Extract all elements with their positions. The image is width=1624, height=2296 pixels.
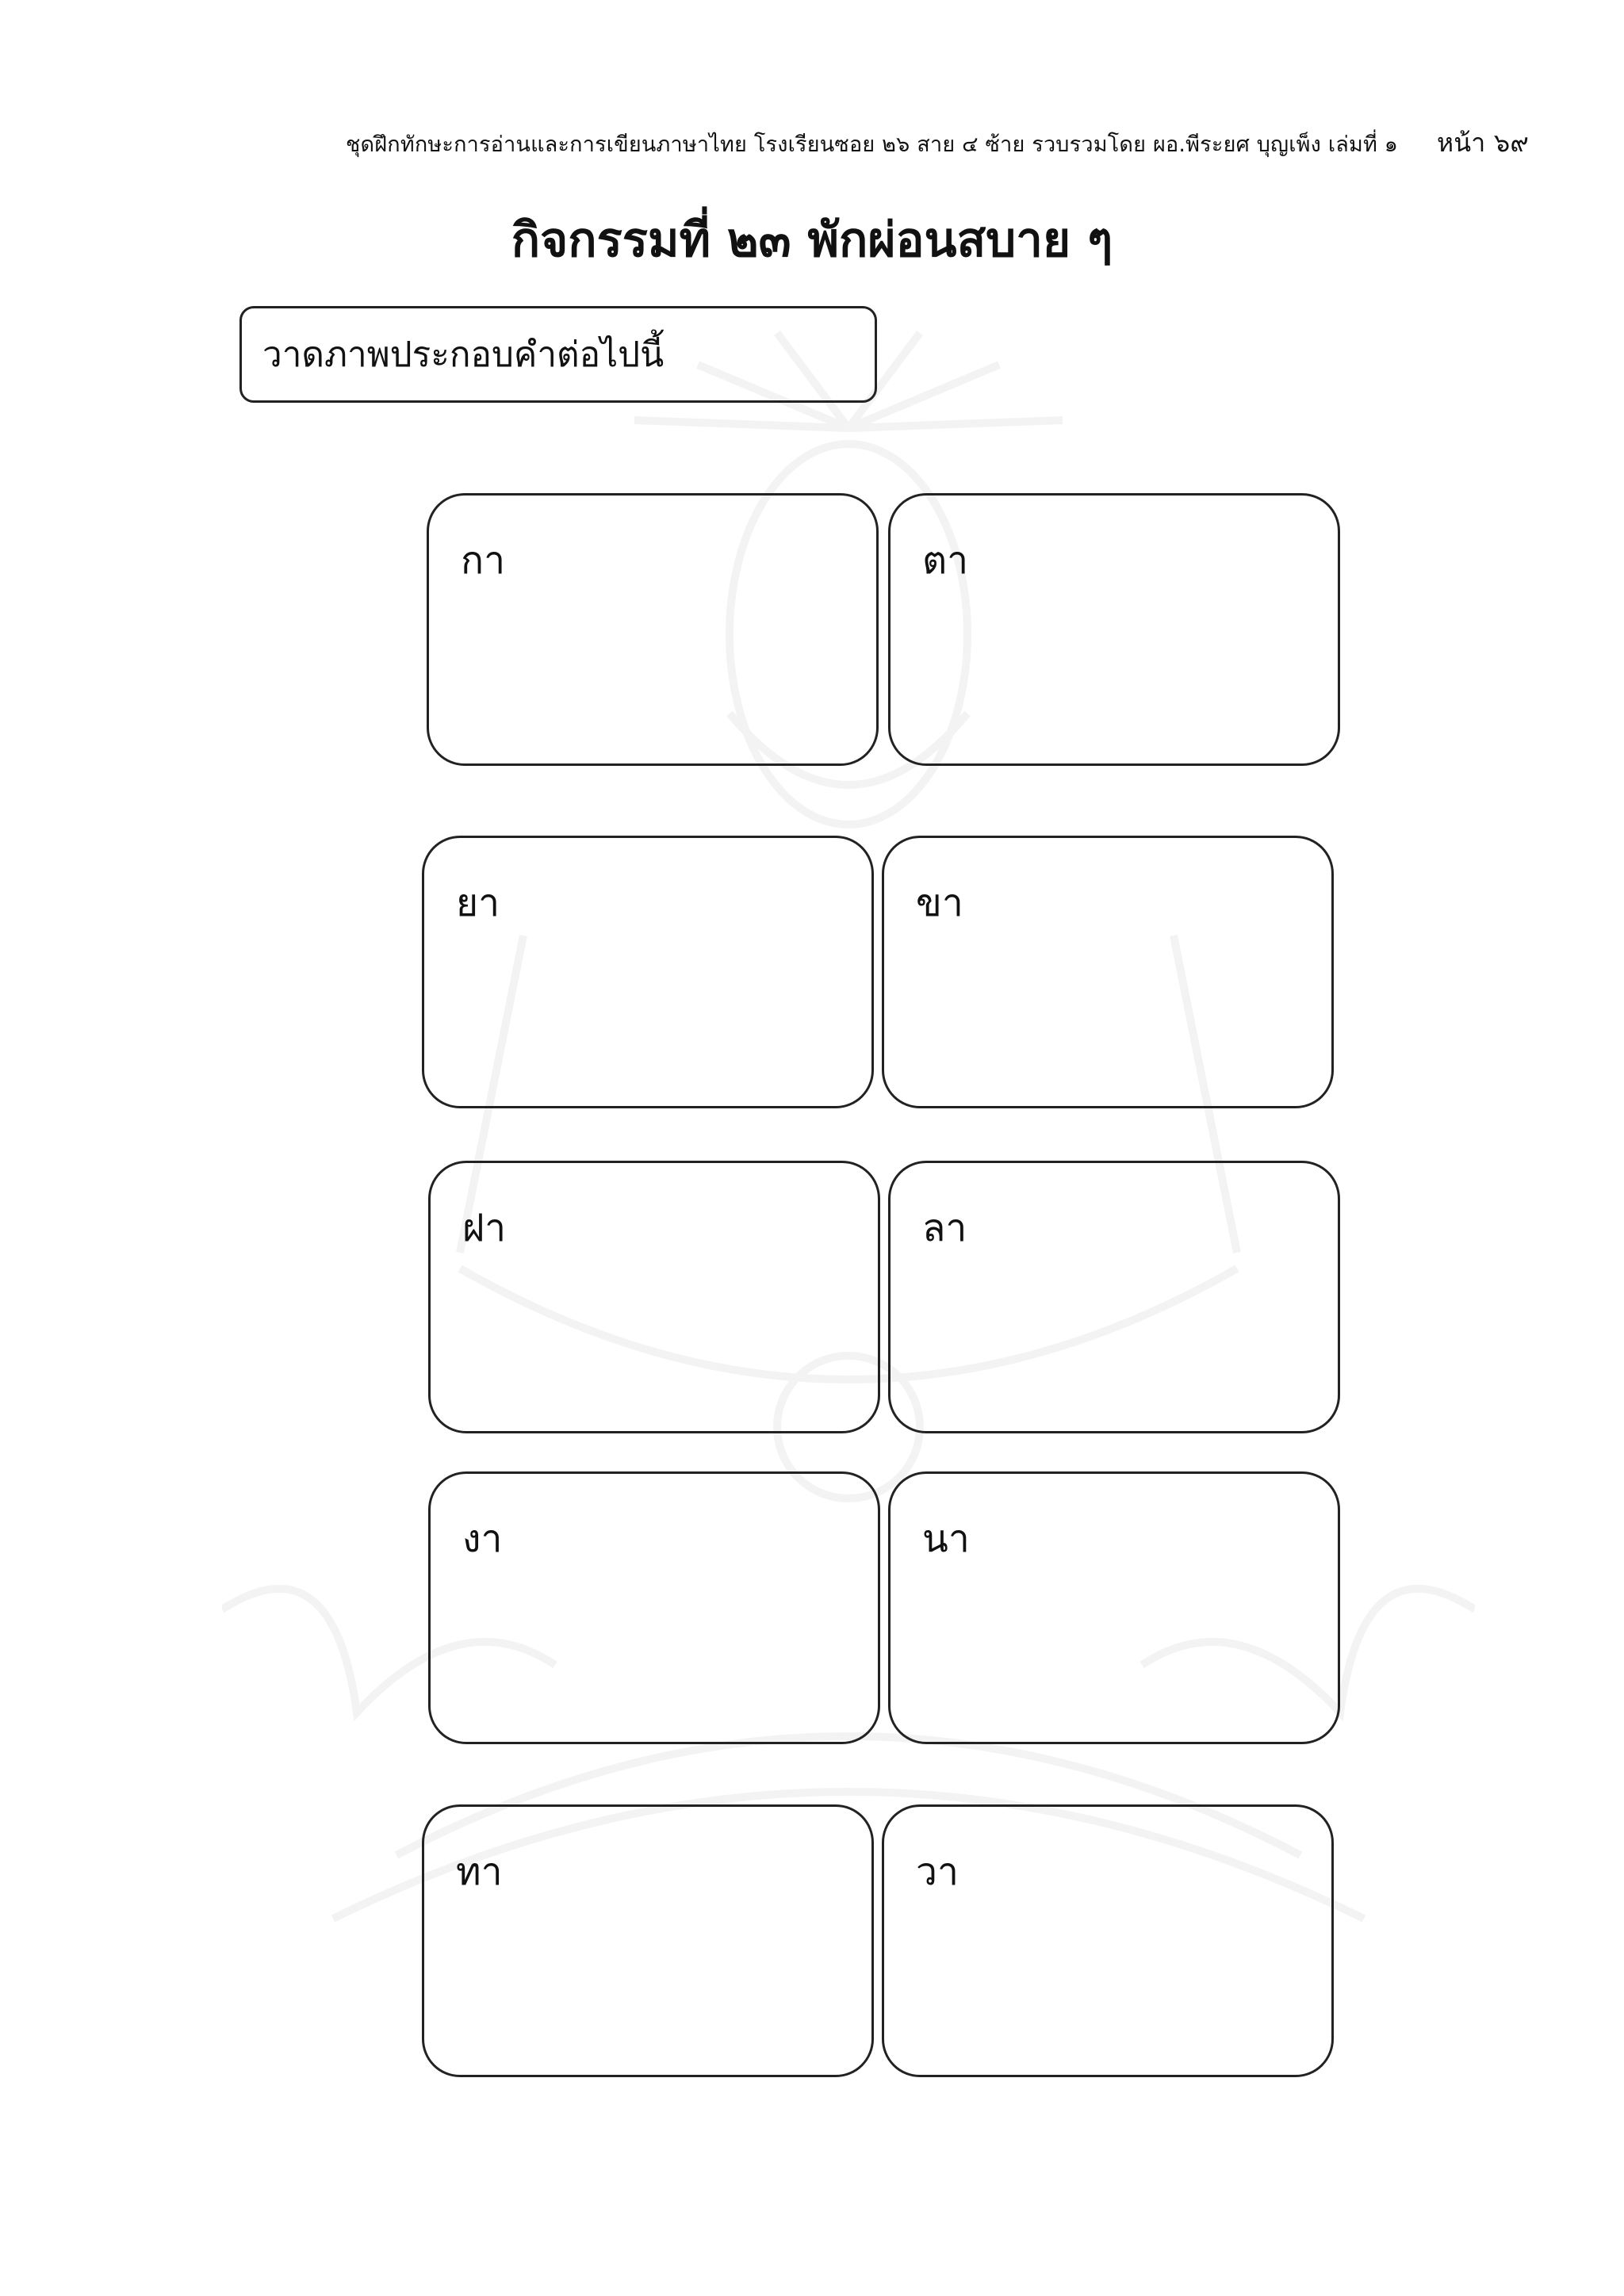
drawing-box-wa[interactable] xyxy=(882,1804,1334,2077)
drawing-box-la[interactable] xyxy=(888,1161,1340,1433)
drawing-box-tha[interactable] xyxy=(422,1804,874,2077)
instruction-box xyxy=(239,306,877,403)
header-text: ชุดฝึกทักษะการอ่านและการเขียนภาษาไทย โรงเรียนซอย ๒๖ สาย ๔ ซ้าย รวบรวมโดย ผอ.พีระยศ บุญเพ็ง เล่มที่ ๑ xyxy=(346,132,1399,157)
page-number: หน้า ๖๙ xyxy=(1436,128,1529,158)
word-label: ขา xyxy=(916,881,963,925)
word-label: งา xyxy=(462,1517,503,1561)
word-label: ยา xyxy=(456,881,500,925)
drawing-box-nga[interactable] xyxy=(428,1471,880,1744)
word-label: วา xyxy=(916,1850,959,1894)
word-label: ทา xyxy=(456,1850,503,1894)
word-label: ลา xyxy=(922,1206,967,1250)
activity-title: กิจกรรมที่ ๒๓ พักผ่อนสบาย ๆ xyxy=(511,212,1113,268)
drawing-box-ya[interactable] xyxy=(422,836,874,1108)
drawing-box-na[interactable] xyxy=(888,1471,1340,1744)
drawing-box-ka[interactable] xyxy=(427,493,879,766)
drawing-box-kha[interactable] xyxy=(882,836,1334,1108)
word-label: กา xyxy=(461,538,506,583)
drawing-box-fa[interactable] xyxy=(428,1161,880,1433)
instruction-text: วาดภาพประกอบคำต่อไปนี้ xyxy=(262,335,665,375)
drawing-box-ta[interactable] xyxy=(888,493,1340,766)
document-header xyxy=(346,123,1529,163)
word-label: ตา xyxy=(922,538,969,583)
word-label: ฝา xyxy=(462,1206,507,1250)
word-label: นา xyxy=(922,1517,970,1561)
